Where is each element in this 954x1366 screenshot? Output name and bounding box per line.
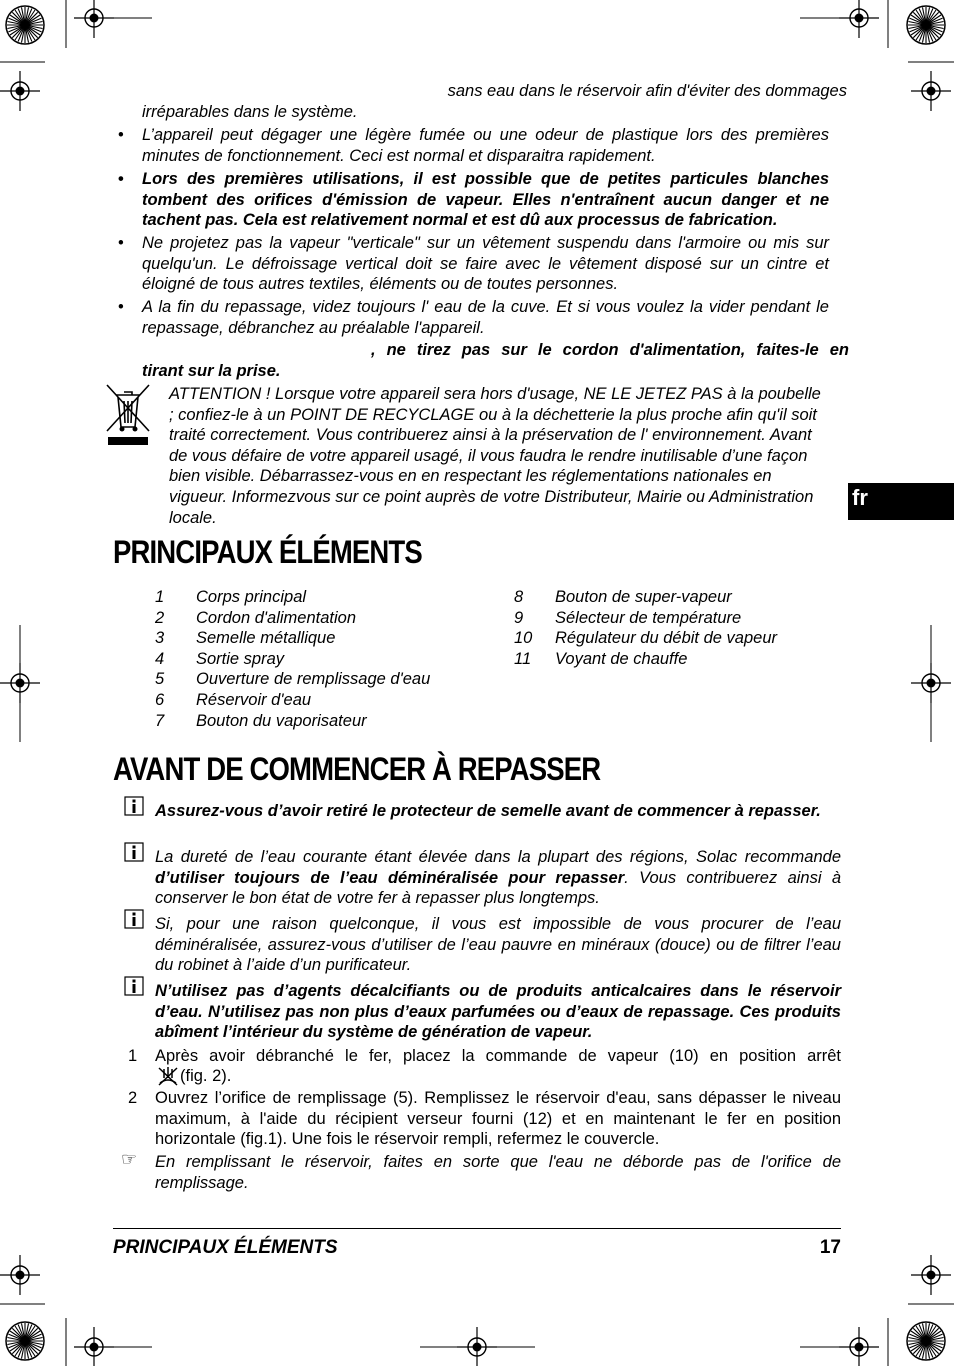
footer-divider [113,1228,841,1229]
list-label: Sortie spray [196,649,285,668]
list-num: 4 [155,649,165,668]
bullet-smoke-notice: L’appareil peut dégager une légère fumée ou une odeur de plastique lors des premières minutes de fonctionnement. Ceci est normal et disparaitra rapidement. [142,126,829,165]
info-water-hardness: La dureté de l’eau courante étant élevée dans la plupart des régions, Solac recommande d’utiliser toujours de l’eau déminéralisée pour repasser. Vous contribuerez ainsi à conserver le bon état de votre fer à repasser plus longtemps. [155,848,842,908]
intro-line-1: sans eau dans le réservoir afin d'éviter des dommages [447,82,847,100]
bullet-empty-tank-notice: A la fin du repassage, videz toujours l' eau de la cuve. Et si vous voulez la vider pendant le repassage, débranchez au préalable l'appareil. [142,298,829,337]
section-title-avant-de-commencer: AVANT DE COMMENCER À REPASSER [113,751,601,787]
list-num: 2 [155,608,165,627]
list-label: Sélecteur de température [555,608,742,627]
info-icon [124,909,144,929]
list-label: Bouton du vaporisateur [196,711,367,730]
bullet-vertical-steam-notice: Ne projetez pas la vapeur "verticale" sur un vêtement suspendu dans l'armoire ou mis sur quelqu'un. Le défroissage vertical doit se faire avec le vêtement disposé sur un cintre et éloigné de tous autres textiles, éléments ou de toutes personnes. [142,234,829,294]
bullet-marker: • [118,126,124,144]
unplug-line-1: , ne tirez pas sur le cordon d'alimentation, faites-le en [371,341,849,359]
list-num: 6 [155,691,165,709]
recycling-warning: ATTENTION ! Lorsque votre appareil sera hors d'usage, NE LE JETEZ PAS à la poubelle ; confiez-le à un POINT DE RECYCLAGE ou à la déchetterie la plus proche afin qu'il soit traité correctement. Vous contribuerez ainsi à la préservation de l' environnement. Avant de vous défaire de votre appareil usagé, il vous faudra le rendre inutilisable d’une façon bien visible. Débarrassez-vous en en respectant les réglementations nationales en vigueur. Informezvous sur ce point auprès de votre Distributeur, Mairie ou Administration locale. [169,385,821,527]
list-label: Voyant de chauffe [555,649,688,668]
info-no-descaling-agents: N’utilisez pas d’agents décalcifiants ou de produits anticalcaires dans le réservoir d’eau. N’utilisez pas non plus d’eaux parfumées ou d’eaux de repassage. Ces produits abîment l’intérieur du système de génération de vapeur. [155,982,841,1042]
steam-off-icon [157,1066,179,1086]
footer-title: PRINCIPAUX ÉLÉMENTS [113,1237,338,1258]
info-icon [124,796,144,816]
step-1-fig-ref: (fig. 2). [180,1067,232,1085]
bullet-particles-notice: Lors des premières utilisations, il est possible que de petites particules blanches tombent des orifices d'émission de vapeur. Elles n'entraînent aucun danger et ne tachent pas. Cela est relativement normal et est dû aux processus de fabrication. [142,170,829,230]
info-icon [124,976,144,996]
list-num: 5 [155,670,165,689]
list-num: 1 [155,588,165,606]
section-title-principaux-elements: PRINCIPAUX ÉLÉMENTS [113,534,422,570]
intro-line-2: irréparables dans le système. [142,103,358,121]
step-2-text: Ouvrez l’orifice de remplissage (5). Remplissez le réservoir d'eau, sans dépasser le niveau maximum, à l'aide du récipient verseur fourni (12) et en maintenant le fer en position horizontale (fig.1). Une fois le réservoir rempli, refermez le couvercle. [155,1089,841,1149]
list-num: 9 [514,608,524,627]
pointing-hand-icon: ☞ [121,1149,138,1170]
unplug-line-2: tirant sur la prise. [142,362,281,380]
info-soft-water: Si, pour une raison quelconque, il vous est impossible de vous procurer de l’eau déminéralisée, assurez-vous d’utiliser de l’eau pauvre en minéraux (douce) ou de filtrer l’eau du robinet à l’aide d’un purificateur. [155,915,841,975]
list-label: Bouton de super-vapeur [555,588,732,606]
list-label: Ouverture de remplissage d'eau [196,670,431,689]
page-number: 17 [819,1237,841,1258]
list-label: Semelle métallique [196,629,336,648]
list-num: 7 [155,711,165,730]
info-remove-protector: Assurez-vous d’avoir retiré le protecteur de semelle avant de commencer à repasser. [155,802,821,820]
info-icon [124,842,144,862]
bullet-marker: • [118,234,124,252]
list-num: 3 [155,629,165,648]
step-number: 2 [128,1089,138,1107]
step-number: 1 [128,1047,138,1065]
list-num: 10 [514,629,533,648]
list-label: Cordon d'alimentation [196,608,356,627]
list-num: 8 [514,588,524,606]
list-label: Corps principal [196,588,307,606]
bullet-marker: • [118,170,124,188]
step-1-text: Après avoir débranché le fer, placez la commande de vapeur (10) en position arrêt [155,1047,841,1065]
note-overflow: En remplissant le réservoir, faites en sorte que l'eau ne déborde pas de l'orifice de remplissage. [155,1153,841,1192]
list-label: Réservoir d'eau [196,691,312,709]
crossed-out-bin-icon [104,383,152,447]
language-tab: fr [848,483,954,520]
list-num: 11 [514,649,532,668]
bullet-marker: • [118,298,124,316]
list-label: Régulateur du débit de vapeur [555,629,777,648]
